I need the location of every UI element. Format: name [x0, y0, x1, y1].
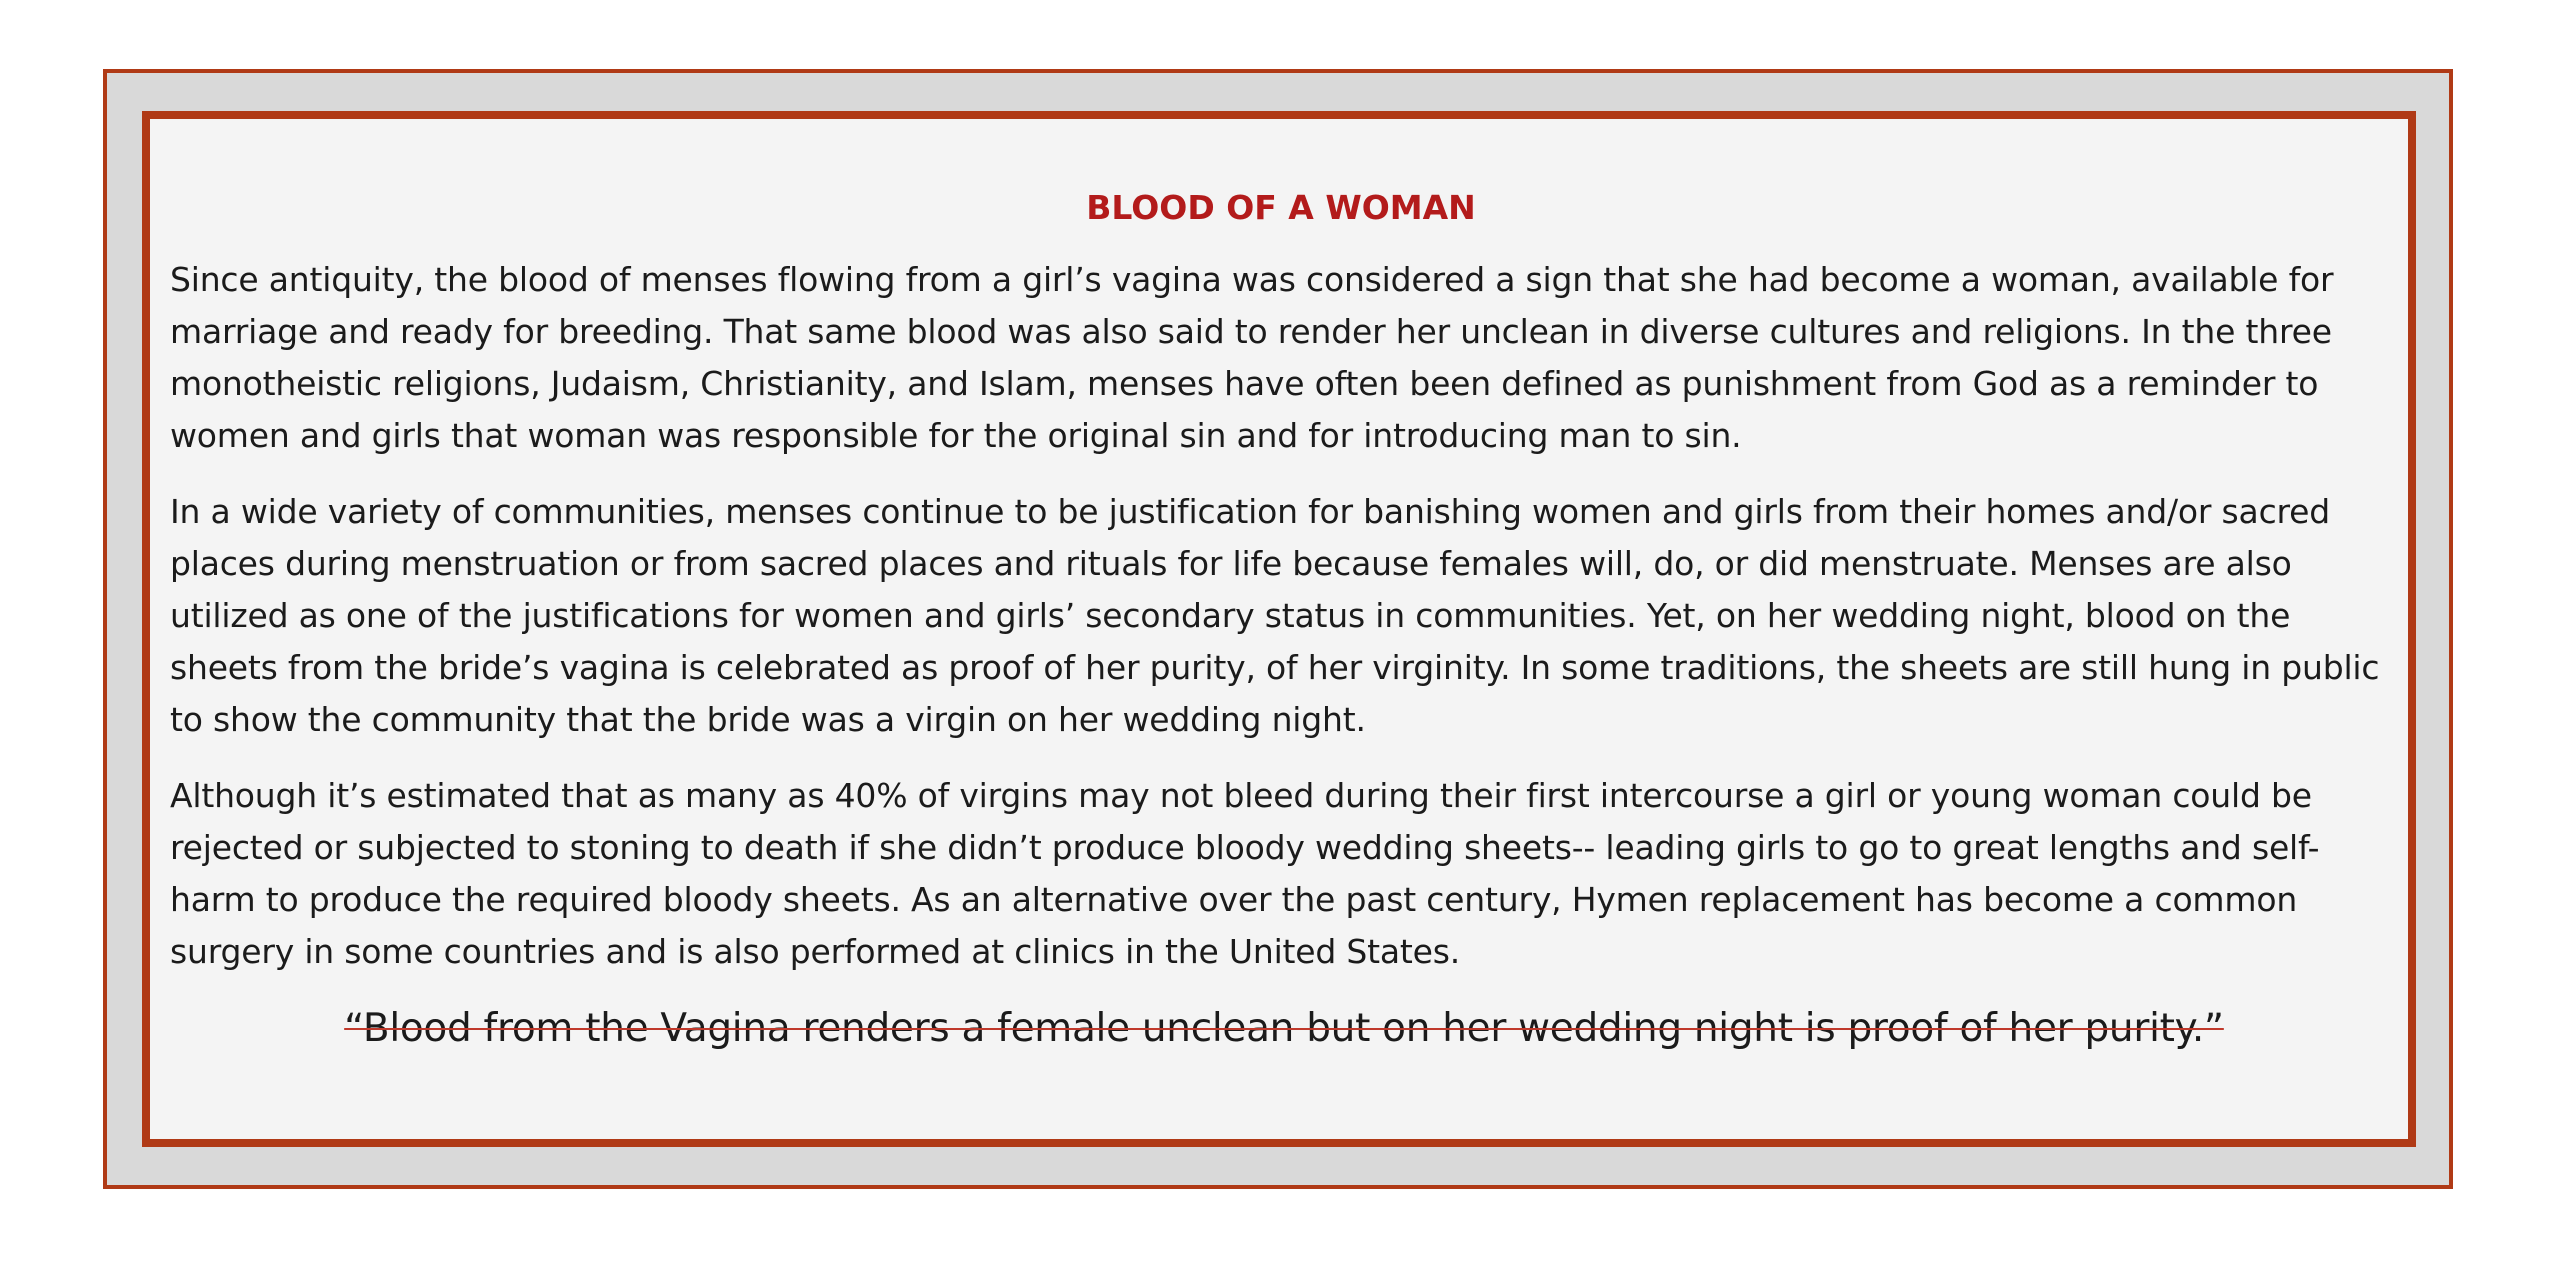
paragraph-2: In a wide variety of communities, menses continue to be justification for banishing women and girls from their homes and/or sacred places during menstruation or from sacred places and rituals for life because females will, do, or did menstruate. Menses are also utilized as one of the justifications for women and girls’ secondary status in communities. Yet, on her wedding night, blood on the sheets from the bride’s vagina is celebrated as proof of her purity, of her virginity. In some traditions, the sheets are still hung in public to show the community that the bride was a virgin on her wedding night.	[170, 492, 2380, 739]
document-content	[170, 188, 2392, 1052]
struck-quote: “Blood from the Vagina renders a female unclean but on her wedding night is proof of her purity.”	[344, 1006, 2224, 1051]
document-title: BLOOD OF A WOMAN	[1086, 188, 1476, 227]
quote-container	[170, 1006, 2392, 1052]
paragraph-1: Since antiquity, the blood of menses flowing from a girl’s vagina was considered a sign that she had become a woman, available for marriage and ready for breeding. That same blood was also said to render her unclean in diverse cultures and religions. In the three monotheistic religions, Judaism, Christianity, and Islam, menses have often been defined as punishment from God as a reminder to women and girls that woman was responsible for the original sin and for introducing man to sin.	[170, 260, 2334, 455]
paragraph-3: Although it’s estimated that as many as 40% of virgins may not bleed during their first intercourse a girl or young woman could be rejected or subjected to stoning to death if she didn’t produce bloody wedding sheets-- leading girls to go to great lengths and self-harm to produce the required bloody sheets. As an alternative over the past century, Hymen replacement has become a common surgery in some countries and is also performed at clinics in the United States.	[170, 776, 2320, 971]
